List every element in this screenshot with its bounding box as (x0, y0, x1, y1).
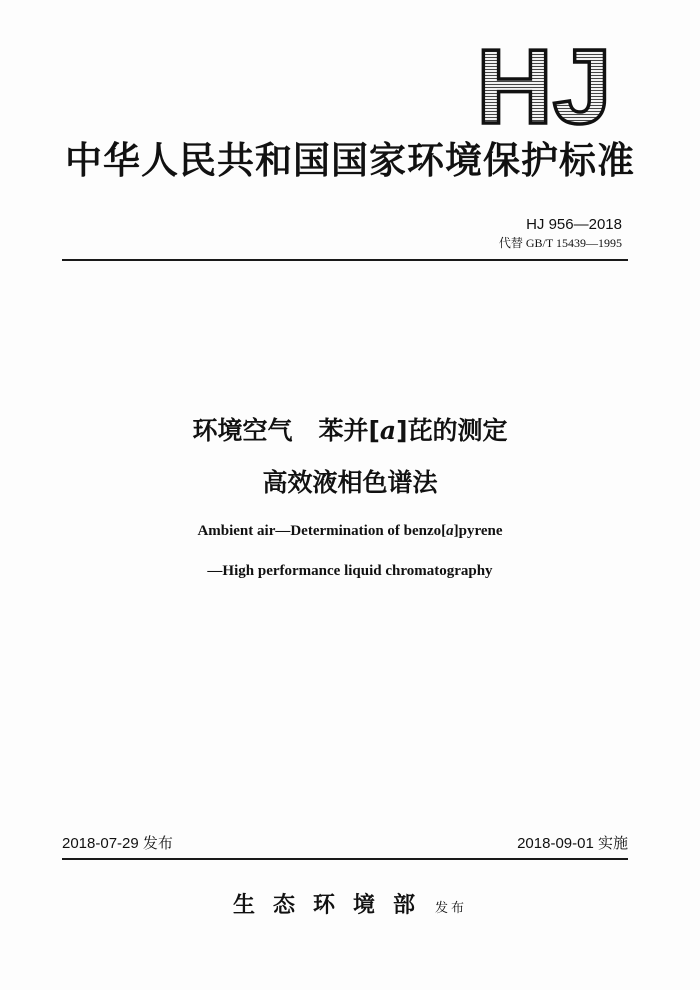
title-cn-part1: 环境空气 (192, 416, 293, 445)
hj-logo-icon (468, 45, 618, 127)
title-en-italic-a: a (446, 523, 454, 539)
bottom-divider (62, 858, 628, 860)
title-en-suffix: ]pyrene (453, 523, 503, 539)
replaces-standard: 代替 GB/T 15439—1995 (498, 236, 622, 250)
logo-text: HJ (476, 45, 612, 127)
title-cn-part2-prefix: 苯并[ (318, 416, 380, 445)
implementation-date: 2018-09-01 实施 (517, 835, 628, 852)
document-title-en-line1 (0, 521, 700, 541)
title-en-prefix: Ambient air—Determination of benzo[ (197, 523, 447, 539)
title-cn-italic-a: a (379, 416, 397, 445)
document-title-en-line2: —High performance liquid chromatography (207, 563, 493, 579)
document-title-cn-line1 (0, 415, 700, 447)
top-divider (62, 259, 628, 261)
document-title-cn-line2: 高效液相色谱法 (262, 468, 438, 497)
issuer (0, 890, 700, 924)
title-cn-part2-suffix: ]芘的测定 (396, 416, 508, 445)
issuer-suffix: 发布 (435, 901, 468, 916)
standard-number: HJ 956—2018 (526, 216, 622, 233)
page-title: 中华人民共和国国家环境保护标准 (65, 139, 635, 182)
issuer-organization: 生态环境部 (232, 892, 433, 918)
issue-date: 2018-07-29 发布 (62, 835, 173, 852)
